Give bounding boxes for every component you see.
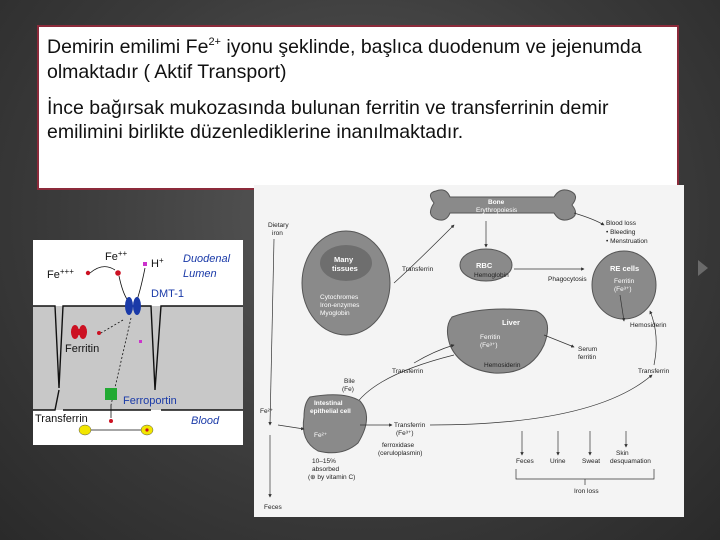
dmt1-label: DMT-1: [151, 288, 184, 300]
rbc-label: RBC: [476, 261, 493, 270]
urine-label: Urine: [550, 458, 566, 465]
ferritin-label: Ferritin: [65, 343, 100, 355]
ferroportin-label: Ferroportin: [123, 395, 177, 407]
fe2-dot: [115, 270, 121, 276]
hemoglobin-label: Hemoglobin: [474, 272, 509, 279]
paragraph-1: Demirin emilimi $Fe^{2+}$ iyonu şeklinde, başlıca duodenum ve jejenumda olmaktadır ( Aktif Transport): [47, 36, 642, 83]
fe2-label: Fe++: [105, 249, 128, 263]
dmt1-transporter-right: [133, 297, 141, 315]
h-label: H+: [151, 256, 164, 270]
fe3-dot: [86, 271, 90, 275]
ceruloplasmin-label: (ceruloplasmin): [378, 450, 423, 457]
menstruation-label: • Menstruation: [606, 238, 648, 245]
next-arrow-icon[interactable]: [698, 260, 708, 276]
slide-text-box: [37, 25, 679, 190]
transferrin-top-label: Transferrin: [402, 266, 434, 273]
epithelial-label: epithelial cell: [310, 408, 351, 415]
re-cells-label: RE cells: [610, 264, 640, 273]
blood-loss-label: Blood loss: [606, 220, 636, 227]
paragraph-2: İnce bağırsak mukozasında bulunan ferritin ve transferrinin demir emilimini birlikte düzenlediklerine inanılmaktadır.: [47, 96, 609, 144]
ferroportin-transporter: [105, 388, 117, 400]
tissues-label: tissues: [332, 264, 358, 273]
feces-label: Feces: [516, 458, 534, 465]
dietary-label: Dietary: [268, 222, 289, 229]
myoglobin-label: Myoglobin: [320, 310, 350, 317]
intestinal-label: Intestinal: [314, 400, 343, 407]
re-hemosiderin-label: Hemosiderin: [630, 322, 667, 329]
bone-label: Bone: [488, 199, 505, 206]
liver-hemosiderin-label: Hemosiderin: [484, 362, 521, 369]
feces-bottom-label: Feces: [264, 504, 282, 511]
dmt1-transporter-left: [125, 297, 133, 315]
lumen-label: Lumen: [183, 268, 217, 280]
liver-label: Liver: [502, 318, 520, 327]
re-cells-shape: [592, 251, 656, 319]
re-ferritin-label: Ferritin: [614, 278, 635, 285]
pct-label: 10–15%: [312, 458, 336, 465]
iron-enzymes-label: Iron-enzymes: [320, 302, 360, 309]
fe3-label: Fe+++: [47, 267, 74, 281]
ferroxidase-label: ferroxidase: [382, 442, 415, 449]
transferrin-label: Transferrin: [35, 413, 88, 425]
bile-label: Bile: [344, 378, 355, 385]
enterocyte-diagram: [33, 240, 243, 445]
transferrin-low-fe-label: (Fe³⁺): [396, 430, 414, 437]
iron-loss-label: Iron loss: [574, 488, 599, 495]
skin-label: Skin: [616, 450, 629, 457]
erythropoiesis-label: Erythropoiesis: [476, 207, 518, 214]
transferrin-mid-label: Transferrin: [392, 368, 424, 375]
sweat-label: Sweat: [582, 458, 601, 465]
liver-ferritin-label: Ferritin: [480, 334, 501, 341]
dietary-iron-label: iron: [272, 230, 283, 237]
bleeding-label: • Bleeding: [606, 229, 636, 236]
many-label: Many: [334, 255, 354, 264]
transferrin-low-label: Transferrin: [394, 422, 426, 429]
re-fe-label: (Fe³⁺): [614, 286, 632, 293]
cell-fe-label: Fe²⁺: [314, 432, 328, 439]
cytochromes-label: Cytochromes: [320, 294, 359, 301]
transferrin-right-label: Transferrin: [638, 368, 670, 375]
desquamation-label: desquamation: [610, 458, 651, 465]
phagocytosis-label: Phagocytosis: [548, 276, 587, 283]
duodenal-label: Duodenal: [183, 253, 231, 265]
iron-cycle-diagram: [254, 185, 684, 517]
absorbed-label: absorbed: [312, 466, 340, 473]
liver-fe-label: (Fe³⁺): [480, 342, 498, 349]
serum-label: Serum: [578, 346, 598, 353]
transferrin-molecule: [79, 425, 91, 435]
fe2-right-label: Fe²⁺: [260, 408, 274, 415]
serum-ferritin-label: ferritin: [578, 354, 597, 361]
bile-fe-label: (Fe): [342, 386, 354, 393]
h-dot: [143, 262, 147, 266]
blood-label: Blood: [191, 415, 220, 427]
vitc-label: (⊕ by vitamin C): [308, 474, 356, 481]
